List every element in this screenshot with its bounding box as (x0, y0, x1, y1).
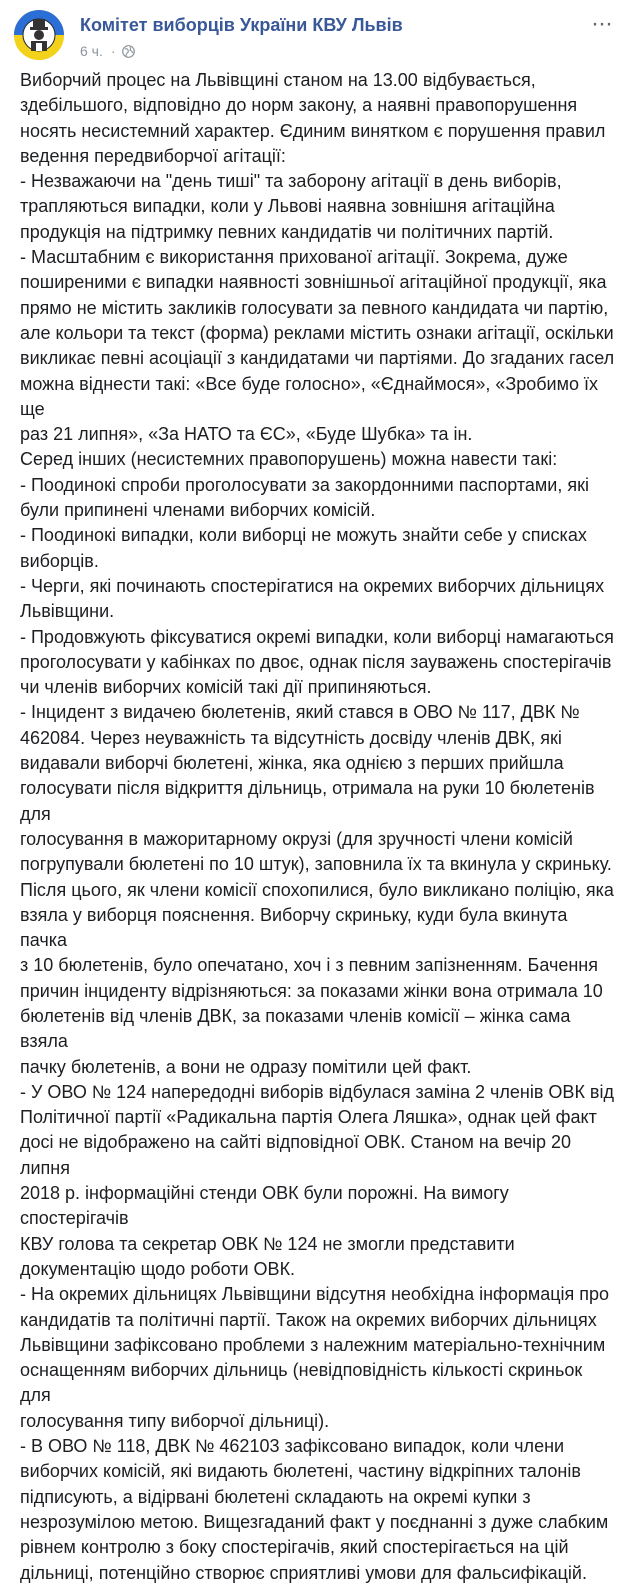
post-text-line: раз 21 липня», «За НАТО та ЄС», «Буде Шубка» та ін. (20, 424, 473, 445)
post-text-line: - На окремих дільницях Львівщини відсутня необхідна інформація про (20, 1284, 610, 1305)
post-text-line: 462084. Через неуважність та відсутність досвіду членів ДВК, які (20, 727, 562, 748)
post-text-line: бюлетенів від членів ДВК, за показами членів комісії – жінка сама взяла (20, 1005, 576, 1052)
kvu-logo-icon (14, 10, 64, 60)
post-meta (80, 43, 135, 59)
post-text-line: - Продовжують фіксуватися окремі випадки, коли виборці намагаються (20, 626, 614, 647)
post-text-line: поширеними є випадки наявності зовнішньої агітаційної продукції, яка (20, 272, 607, 293)
post-text-line: викликає певні асоціації з кандидатами чи партіями. До згаданих гасел (20, 348, 615, 369)
post-text-line: кандидатів та політичні партії. Також на окремих виборчих дільницях (20, 1309, 597, 1330)
post-text-line: взяла у виборця пояснення. Виборчу скриньку, куди була вкинута пачка (20, 904, 573, 951)
post-text-line: - Поодинокі спроби проголосувати за закордонними паспортами, які (20, 474, 589, 495)
post-text-line: рівнем контролю з боку спостерігачів, який спостерігається на цій (20, 1537, 569, 1558)
post-text-line: незрозумілою метою. Вищезгаданий факт у поєднанні з дуже слабким (20, 1511, 609, 1532)
post-text-line: - У ОВО № 124 напередодні виборів відбулася заміна 2 членів ОВК від (20, 1081, 614, 1102)
post-text-line: - Черги, які починають спостерігатися на окремих виборчих дільницях (20, 575, 605, 596)
post-text-line: Львівщини. (20, 601, 115, 622)
post-text-line: були припинені членами виборчих комісій. (20, 500, 376, 521)
post-text-line: продукція на підтримку певних кандидатів чи політичних партій. (20, 221, 554, 242)
post-text-line: Львівщини зафіксовано проблеми з належним матеріально-технічним (20, 1334, 606, 1355)
post-text-line: пачку бюлетенів, а вони не одразу помітили цей факт. (20, 1056, 472, 1077)
post-text-line: видавали виборчі бюлетені, жінка, яка однією з перших прийшла (20, 753, 564, 774)
post-text-line: - Масштабним є використання прихованої агітації. Зокрема, дуже (20, 247, 568, 268)
post-text-line: виборчих комісій, які видають бюлетені, частину відкріпних талонів (20, 1461, 581, 1482)
post-text-line: трапляються випадки, коли у Львові наявна зовнішня агітаційна (20, 196, 555, 217)
post-text-line: носять несистемний характер. Єдиним винятком є порушення правил (20, 120, 606, 141)
post-text-line: Серед інших (несистемних правопорушень) можна навести такі: (20, 449, 558, 470)
post-text-line: прямо не містить закликів голосувати за певного кандидата чи партію, (20, 297, 609, 318)
post-header (14, 10, 614, 62)
meta-separator: · (110, 43, 116, 59)
post-text-line: але кольори та текст (форма) реклами містить ознаки агітації, оскільки (20, 322, 614, 343)
globe-icon[interactable] (122, 45, 135, 58)
post-text-line: здебільшого, відповідно до норм закону, а наявні правопорушення (20, 95, 578, 116)
post-text-line: досі не відображено на сайті відповідної ОВК. Станом на вечір 20 липня (20, 1132, 577, 1178)
post-text-line: голосувати після відкриття дільниць, отримала на руки 10 бюлетенів для (20, 778, 600, 824)
post-text-line: погрупували бюлетені по 10 штук), заповнила їх та вкинула у скриньку. (20, 854, 612, 875)
post-text-line: - Поодинокі випадки, коли виборці не можуть знайти себе у списках (20, 525, 587, 546)
post-text-line: КВУ голова та секретар ОВК № 124 не змогли представити (20, 1233, 515, 1254)
post-text-line: оснащенням виборчих дільниць (невідповідність кількості скриньок для (20, 1360, 588, 1406)
post-text-line: проголосувати у кабінках по двоє, однак після зауважень спостерігачів (20, 651, 612, 672)
post-text-line: чи членів виборчих комісій такі дії припиняються. (20, 677, 432, 698)
post-text-line: 2018 р. інформаційні стенди ОВК були порожні. На вимогу спостерігачів (20, 1183, 514, 1229)
post-time-link[interactable]: 6 ч. (80, 43, 103, 59)
post-text-line: голосування типу виборчої дільниці). (20, 1410, 330, 1431)
page-avatar[interactable] (14, 10, 64, 60)
post-text-line: можна віднести такі: «Все буде голосно», «Єднаймося», «Зробимо їх ще (20, 373, 604, 419)
post-text (20, 68, 616, 1586)
post-text-line: голосування в мажоритарному окрузі (для зручності члени комісій (20, 828, 573, 849)
more-dots-icon[interactable]: ··· (591, 10, 612, 37)
post-text-line: підписують, а відірвані бюлетені складають на окремі купки з (20, 1486, 531, 1507)
post-text-line: причин інциденту відрізняються: за показами жінки вона отримала 10 (20, 980, 603, 1001)
post-text-line: - Інцидент з видачею бюлетенів, який стався в ОВО № 117, ДВК № (20, 702, 580, 723)
post-text-line: - В ОВО № 118, ДВК № 462103 зафіксовано випадок, коли члени (20, 1436, 565, 1457)
post-text-line: - Незважаючи на "день тиші" та заборону агітації в день виборів, (20, 171, 562, 192)
post-text-line: Виборчий процес на Львівщині станом на 13.00 відбувається, (20, 70, 536, 90)
post-text-line: дільниці, потенційно створює сприятливі умови для фальсифікацій. (20, 1562, 587, 1583)
post-text-line: Політичної партії «Радикальна партія Олега Ляшка», однак цей факт (20, 1107, 597, 1128)
post-text-line: виборців. (20, 550, 99, 571)
post-text-line: з 10 бюлетенів, було опечатано, хоч і з певним запізненням. Бачення (20, 955, 598, 976)
page-name-link[interactable]: Комітет виборців України КВУ Львів (80, 15, 403, 35)
post-text-line: ведення передвиборчої агітації: (20, 145, 286, 166)
post-text-line: документацію щодо роботи ОВК. (20, 1258, 296, 1279)
post-text-line: Після цього, як члени комісії спохопилися, було викликано поліцію, яка (20, 879, 614, 900)
